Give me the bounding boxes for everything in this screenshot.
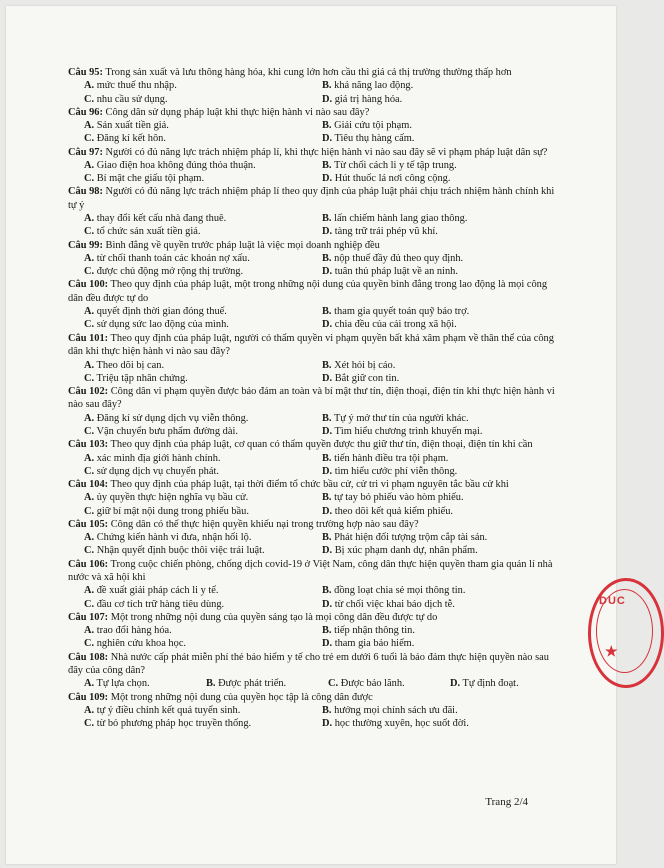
answer-option: [68, 252, 306, 265]
answer-option: [306, 544, 556, 557]
question-text: Người có đủ năng lực trách nhiệm pháp lí theo quy định của pháp luật phải chịu trách nhiệm hành chính khi tự ý: [68, 186, 555, 211]
answer-option: [68, 93, 306, 106]
option-text: đề xuất giải pháp cách li y tế.: [96, 585, 219, 597]
option-text: Bắt giữ con tin.: [334, 372, 400, 384]
option-text: Đăng kí kết hôn.: [96, 133, 166, 145]
option-letter: A.: [84, 625, 95, 637]
option-letter: B.: [322, 359, 332, 371]
option-text: Vận chuyển bưu phẩm đường dài.: [96, 425, 238, 437]
option-letter: D.: [322, 319, 333, 331]
answer-option: [306, 318, 556, 331]
question-number: Câu 100:: [68, 279, 109, 291]
question-block: [68, 332, 556, 385]
question-block: [68, 558, 556, 611]
option-letter: D.: [322, 598, 333, 610]
option-letter: C.: [84, 93, 95, 105]
question-stem: [68, 478, 556, 491]
option-letter: A.: [84, 80, 95, 92]
answer-option: [312, 677, 434, 690]
answer-option: [68, 544, 306, 557]
option-letter: C.: [84, 226, 95, 238]
question-number: Câu 99:: [68, 239, 103, 251]
option-text: mức thuế thu nhập.: [96, 80, 177, 92]
red-seal-stamp: [588, 578, 664, 688]
option-text: Được bảo lãnh.: [340, 678, 405, 690]
question-block: [68, 385, 556, 438]
option-letter: D.: [322, 545, 333, 557]
option-text: tổ chức sản xuất tiền giả.: [96, 226, 201, 238]
option-letter: D.: [322, 465, 333, 477]
option-text: tuân thủ pháp luật về an ninh.: [334, 266, 458, 278]
option-letter: A.: [84, 213, 95, 225]
option-text: Giải cứu tội phạm.: [334, 120, 412, 132]
answer-option: [306, 624, 556, 637]
option-letter: C.: [84, 372, 95, 384]
option-text: sử dụng dịch vụ chuyển phát.: [96, 465, 219, 477]
answer-option: [306, 79, 556, 92]
answer-option: [306, 505, 556, 518]
question-text: Một trong những nội dung của quyền học tập là công dân được: [110, 691, 373, 703]
question-text: Theo quy định của pháp luật, tại thời điểm tổ chức bầu cử, cử tri vi phạm nguyên tắc bầu cử khi: [110, 478, 509, 490]
answer-option: [68, 584, 306, 597]
question-block: [68, 611, 556, 651]
question-number: Câu 106:: [68, 558, 109, 570]
option-letter: D.: [322, 266, 333, 278]
option-letter: C.: [84, 266, 95, 278]
option-letter: D.: [322, 173, 333, 185]
option-letter: B.: [322, 705, 332, 717]
question-stem: [68, 106, 556, 119]
answer-option: [68, 531, 306, 544]
answer-option: [190, 677, 312, 690]
option-text: Phát hiện đối tượng trộm cắp tài sản.: [334, 532, 488, 544]
option-text: học thường xuyên, học suốt đời.: [334, 718, 469, 730]
option-text: trao đổi hàng hóa.: [96, 625, 172, 637]
option-text: tham gia bảo hiểm.: [334, 638, 415, 650]
answer-option: [306, 425, 556, 438]
option-text: giữ bí mật nội dung trong phiếu bầu.: [96, 505, 249, 517]
option-letter: C.: [84, 465, 95, 477]
answer-option: [306, 265, 556, 278]
option-letter: B.: [322, 412, 332, 424]
answer-options: [68, 531, 556, 557]
option-letter: B.: [206, 678, 216, 690]
question-text: Người có đủ năng lực trách nhiệm pháp lí, khi thực hiện hành vi nào sau đây sẽ vi phạm pháp luật dân sự?: [105, 146, 548, 158]
answer-option: [306, 225, 556, 238]
question-number: Câu 109:: [68, 691, 109, 703]
question-text: Bình đẳng về quyền trước pháp luật là việc mọi doanh nghiệp đều: [105, 239, 380, 251]
option-letter: C.: [328, 678, 339, 690]
answer-option: [306, 132, 556, 145]
option-text: nộp thuế đầy đủ theo quy định.: [334, 253, 464, 265]
answer-option: [306, 93, 556, 106]
question-stem: [68, 385, 556, 412]
option-text: xác minh địa giới hành chính.: [96, 452, 221, 464]
answer-option: [68, 704, 306, 717]
answer-option: [68, 119, 306, 132]
question-number: Câu 98:: [68, 186, 103, 198]
answer-option: [68, 465, 306, 478]
option-letter: A.: [84, 678, 95, 690]
option-text: từ chối việc khai báo dịch tễ.: [334, 598, 455, 610]
question-block: [68, 239, 556, 279]
option-text: nghiên cứu khoa học.: [96, 638, 187, 650]
question-text: Công dân có thể thực hiện quyền khiếu nại trong trường hợp nào sau đây?: [110, 518, 419, 530]
answer-option: [306, 359, 556, 372]
question-block: [68, 518, 556, 558]
option-letter: B.: [322, 585, 332, 597]
option-text: từ chối thanh toán các khoản nợ xấu.: [96, 253, 250, 265]
option-text: giá trị hàng hóa.: [334, 93, 403, 105]
question-number: Câu 107:: [68, 611, 109, 623]
question-stem: [68, 438, 556, 451]
question-number: Câu 101:: [68, 332, 109, 344]
option-text: Tìm hiểu chương trình khuyến mại.: [334, 425, 483, 437]
question-stem: [68, 278, 556, 305]
option-text: từ bỏ phương pháp học truyền thống.: [96, 718, 252, 730]
answer-option: [306, 491, 556, 504]
answer-options: [68, 212, 556, 238]
question-text: Trong sản xuất và lưu thông hàng hóa, khi cung lớn hơn cầu thì giá cả thị trường thường thấp hơn: [105, 67, 512, 78]
answer-option: [306, 598, 556, 611]
option-letter: A.: [84, 705, 95, 717]
option-text: tự tay bỏ phiếu vào hòm phiếu.: [334, 492, 464, 504]
answer-options: [68, 79, 556, 105]
option-text: Tự định đoạt.: [462, 678, 519, 690]
option-letter: D.: [322, 133, 333, 145]
option-letter: C.: [84, 545, 95, 557]
answer-option: [306, 584, 556, 597]
answer-option: [306, 717, 556, 730]
answer-option: [68, 491, 306, 504]
page-number: Trang 2/4: [485, 796, 528, 808]
option-text: Bị xúc phạm danh dự, nhân phẩm.: [334, 545, 478, 557]
option-letter: B.: [322, 306, 332, 318]
option-text: Giao điện hoa không đúng thỏa thuận.: [96, 160, 256, 172]
question-stem: [68, 146, 556, 159]
question-stem: [68, 558, 556, 585]
option-text: đầu cơ tích trữ hàng tiêu dùng.: [96, 598, 225, 610]
option-letter: C.: [84, 718, 95, 730]
option-text: được chủ động mở rộng thị trường.: [96, 266, 244, 278]
answer-options: [68, 704, 556, 730]
answer-option: [306, 452, 556, 465]
question-text: Nhà nước cấp phát miễn phí thẻ bảo hiểm y tế cho trẻ em dưới 6 tuổi là bảo đảm thực hiện quyền nào sau đây của công dân?: [68, 651, 549, 676]
option-text: tham gia quyết toán quỹ bảo trợ.: [334, 306, 470, 318]
option-letter: C.: [84, 505, 95, 517]
question-text: Theo quy định của pháp luật, người có thẩm quyền vi phạm quyền bất khả xâm phạm về thân thể của công dân khi thực hiện hành vi nào sau đây?: [68, 332, 554, 358]
option-letter: A.: [84, 585, 95, 597]
answer-option: [68, 452, 306, 465]
answer-options: [68, 252, 556, 278]
option-text: Bí mật che giấu tội phạm.: [96, 173, 205, 185]
option-letter: C.: [84, 638, 95, 650]
question-stem: [68, 185, 556, 212]
option-text: theo dõi kết quả kiểm phiếu.: [334, 505, 454, 517]
question-block: [68, 691, 556, 731]
question-number: Câu 105:: [68, 518, 109, 530]
answer-options: [68, 412, 556, 438]
option-text: Tiêu thụ hàng cấm.: [334, 133, 415, 145]
answer-option: [68, 132, 306, 145]
option-letter: C.: [84, 598, 95, 610]
question-block: [68, 478, 556, 518]
question-number: Câu 95:: [68, 67, 103, 78]
option-letter: C.: [84, 133, 95, 145]
answer-option: [68, 359, 306, 372]
option-text: ủy quyền thực hiện nghĩa vụ bầu cử.: [96, 492, 249, 504]
option-letter: A.: [84, 452, 95, 464]
option-letter: C.: [84, 425, 95, 437]
option-text: tàng trữ trái phép vũ khí.: [334, 226, 438, 238]
answer-option: [68, 318, 306, 331]
question-number: Câu 104:: [68, 478, 109, 490]
question-stem: [68, 239, 556, 252]
answer-option: [306, 637, 556, 650]
option-letter: B.: [322, 625, 332, 637]
answer-option: [68, 677, 190, 690]
stamp-text: DUC: [599, 595, 626, 607]
answer-option: [306, 704, 556, 717]
option-letter: D.: [322, 638, 333, 650]
question-number: Câu 108:: [68, 651, 109, 663]
option-text: thay đổi kết cấu nhà đang thuê.: [96, 213, 227, 225]
option-letter: A.: [84, 492, 95, 504]
question-number: Câu 97:: [68, 146, 103, 158]
answer-option: [68, 79, 306, 92]
option-text: đồng loạt chia sẻ mọi thông tin.: [334, 585, 466, 597]
option-text: Tự ý mở thư tín của người khác.: [333, 412, 469, 424]
answer-options: [68, 119, 556, 145]
option-letter: B.: [322, 120, 332, 132]
option-text: Sản xuất tiền giả.: [96, 120, 169, 132]
question-text: Công dân sử dụng pháp luật khi thực hiện hành vi nào sau đây?: [105, 106, 370, 118]
option-text: Nhận quyết định buộc thôi việc trái luật.: [96, 545, 265, 557]
option-letter: C.: [84, 173, 95, 185]
answer-option: [306, 159, 556, 172]
answer-options: [68, 677, 556, 690]
answer-option: [68, 425, 306, 438]
option-text: lấn chiếm hành lang giao thông.: [334, 213, 468, 225]
answer-option: [68, 159, 306, 172]
option-text: Theo dõi bị can.: [96, 359, 165, 371]
answer-options: [68, 305, 556, 331]
option-letter: A.: [84, 120, 95, 132]
question-block: [68, 66, 556, 106]
answer-option: [68, 305, 306, 318]
option-text: Xét hỏi bị cáo.: [334, 359, 396, 371]
answer-option: [68, 412, 306, 425]
answer-option: [68, 172, 306, 185]
option-text: Từ chối cách li y tế tập trung.: [333, 160, 457, 172]
option-letter: A.: [84, 532, 95, 544]
question-block: [68, 651, 556, 691]
answer-option: [306, 252, 556, 265]
question-block: [68, 106, 556, 146]
answer-options: [68, 491, 556, 517]
option-text: sử dụng sức lao động của mình.: [96, 319, 229, 331]
option-letter: A.: [84, 306, 95, 318]
option-text: khả năng lao động.: [334, 80, 414, 92]
option-letter: B.: [322, 80, 332, 92]
answer-option: [306, 372, 556, 385]
option-text: Được phát triển.: [218, 678, 287, 690]
option-text: tiến hành điều tra tội phạm.: [334, 452, 449, 464]
option-letter: B.: [322, 160, 332, 172]
question-number: Câu 103:: [68, 439, 109, 451]
answer-option: [68, 637, 306, 650]
answer-option: [434, 677, 556, 690]
answer-option: [68, 505, 306, 518]
option-text: Triệu tập nhân chứng.: [96, 372, 188, 384]
option-letter: D.: [322, 718, 333, 730]
answer-option: [68, 265, 306, 278]
question-stem: [68, 651, 556, 678]
question-stem: [68, 66, 556, 79]
option-text: tiếp nhận thông tin.: [334, 625, 415, 637]
option-letter: B.: [322, 532, 332, 544]
question-stem: [68, 332, 556, 359]
option-text: chia đều của cải trong xã hội.: [334, 319, 457, 331]
option-letter: B.: [322, 213, 332, 225]
question-text: Theo quy định của pháp luật, cơ quan có thẩm quyền được thu giữ thư tín, điện thoại, điện tín khi cần: [110, 439, 533, 451]
answer-options: [68, 159, 556, 185]
answer-options: [68, 359, 556, 385]
answer-option: [306, 531, 556, 544]
answer-option: [306, 119, 556, 132]
star-icon: ★: [605, 643, 618, 659]
question-block: [68, 146, 556, 186]
question-text: Trong cuộc chiến phòng, chống dịch covid-19 ở Việt Nam, công dân thực hiện quyền tham gia quản lí nhà nước và xã hội khi: [68, 558, 553, 583]
answer-options: [68, 452, 556, 478]
question-number: Câu 96:: [68, 106, 103, 118]
option-text: Hút thuốc lá nơi công cộng.: [334, 173, 451, 185]
answer-option: [68, 372, 306, 385]
exam-page: [6, 6, 626, 864]
option-text: nhu cầu sử dụng.: [96, 93, 168, 105]
option-text: tìm hiểu cước phí viễn thông.: [334, 465, 458, 477]
option-letter: B.: [322, 492, 332, 504]
answer-option: [306, 412, 556, 425]
option-letter: B.: [322, 253, 332, 265]
answer-option: [68, 225, 306, 238]
option-text: Tự lựa chọn.: [96, 678, 150, 690]
option-text: Chứng kiến hành vi đưa, nhận hối lộ.: [96, 532, 252, 544]
option-text: Đăng kí sử dụng dịch vụ viễn thông.: [96, 412, 249, 424]
option-letter: B.: [322, 452, 332, 464]
question-text: Một trong những nội dung của quyền sáng tạo là mọi công dân đều được tự do: [110, 611, 438, 623]
option-letter: A.: [84, 253, 95, 265]
option-letter: D.: [322, 372, 333, 384]
answer-option: [306, 465, 556, 478]
answer-option: [306, 212, 556, 225]
question-block: [68, 438, 556, 478]
answer-option: [68, 624, 306, 637]
option-letter: D.: [322, 226, 333, 238]
option-letter: D.: [322, 505, 333, 517]
option-letter: D.: [450, 678, 461, 690]
question-text: Công dân vi phạm quyền được bảo đảm an toàn và bí mật thư tín, điện thoại, điện tín khi thực hiện hành vi nào sau đây?: [68, 385, 555, 411]
answer-option: [306, 305, 556, 318]
option-letter: A.: [84, 412, 95, 424]
question-stem: [68, 518, 556, 531]
question-block: [68, 278, 556, 331]
option-text: quyết định thời gian đóng thuế.: [96, 306, 227, 318]
answer-options: [68, 624, 556, 650]
question-number: Câu 102:: [68, 385, 109, 397]
option-text: hưởng mọi chính sách ưu đãi.: [334, 705, 458, 717]
option-letter: D.: [322, 93, 333, 105]
answer-option: [68, 212, 306, 225]
option-letter: D.: [322, 425, 333, 437]
answer-option: [306, 172, 556, 185]
question-list: [68, 66, 556, 730]
question-block: [68, 185, 556, 238]
option-letter: C.: [84, 319, 95, 331]
option-letter: A.: [84, 160, 95, 172]
question-stem: [68, 691, 556, 704]
option-text: tự ý điều chỉnh kết quả tuyển sinh.: [96, 705, 241, 717]
answer-option: [68, 717, 306, 730]
option-letter: A.: [84, 359, 95, 371]
answer-option: [68, 598, 306, 611]
question-text: Theo quy định của pháp luật, một trong những nội dung của quyền bình đẳng trong lao động là mọi công dân đều được tự do: [68, 279, 548, 304]
question-stem: [68, 611, 556, 624]
answer-options: [68, 584, 556, 610]
